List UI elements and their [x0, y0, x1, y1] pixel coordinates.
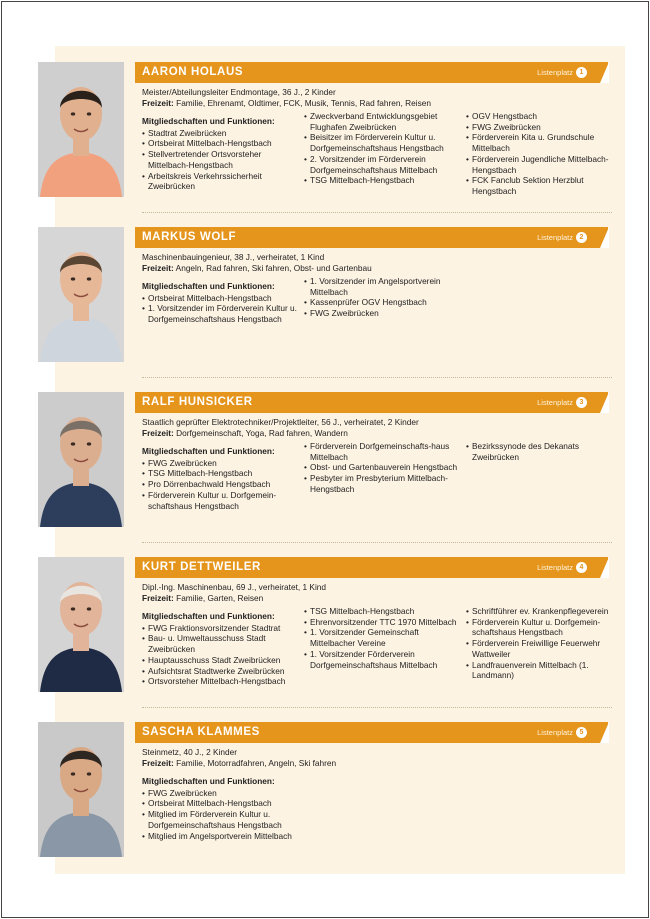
list-position-number: 3	[576, 397, 587, 408]
memberships-list	[142, 458, 300, 512]
membership-item: • Beisitzer im Förderverein Kultur u. Dorfgemeinschaftshaus Hengstbach	[304, 132, 462, 153]
membership-item: • TSG Mittelbach-Hengstbach	[304, 175, 462, 186]
membership-item: • Stadtrat Zweibrücken	[142, 128, 300, 139]
name-banner	[135, 557, 608, 578]
membership-item: • Bau- u. Umweltausschuss Stadt Zweibrücken	[142, 633, 300, 654]
membership-item: • Landfrauenverein Mittelbach (1. Landmann)	[466, 660, 616, 681]
separator-line	[142, 377, 612, 378]
list-position	[537, 562, 587, 573]
candidate-entry	[0, 722, 650, 872]
membership-item: • TSG Mittelbach-Hengstbach	[304, 606, 462, 617]
separator-line	[142, 542, 612, 543]
freizeit-line	[142, 593, 612, 604]
membership-item: • Kassenprüfer OGV Hengstbach	[304, 297, 462, 308]
occupation-text: Maschinenbauingenieur, 38 J., verheiratet, 1 Kind	[142, 252, 325, 262]
occupation-text: Meister/Abteilungsleiter Endmontage, 36 J., 2 Kinder	[142, 87, 336, 97]
membership-item: • 1. Vorsitzender Förderverein Dorfgemeinschaftshaus Mittelbach	[304, 649, 462, 670]
memberships-column	[466, 606, 616, 681]
memberships-heading: Mitgliedschaften und Funktionen:	[142, 611, 275, 621]
candidate-info	[142, 87, 612, 108]
membership-item: • FWG Zweibrücken	[304, 308, 462, 319]
membership-item: • Obst- und Gartenbauverein Hengstbach	[304, 462, 462, 473]
freizeit-label: Freizeit:	[142, 262, 174, 273]
membership-item: • FWG Zweibrücken	[466, 122, 616, 133]
membership-item: • FWG Zweibrücken	[142, 458, 300, 469]
candidate-photo	[38, 62, 124, 197]
memberships-list	[304, 276, 462, 319]
membership-item: • Mitglied im Angelsportverein Mittelbach	[142, 831, 300, 842]
list-position-number: 5	[576, 727, 587, 738]
memberships-column	[142, 446, 300, 511]
membership-item: • Förderverein Dorfgemeinschafts-haus Mittelbach	[304, 441, 462, 462]
candidate-info	[142, 417, 612, 438]
membership-item: • Aufsichtsrat Stadtwerke Zweibrücken	[142, 666, 300, 677]
candidate-entry	[0, 227, 650, 377]
name-banner	[135, 227, 608, 248]
memberships-heading: Mitgliedschaften und Funktionen:	[142, 116, 275, 126]
candidate-photo	[38, 227, 124, 362]
memberships-column	[304, 441, 462, 495]
candidate-photo	[38, 392, 124, 527]
name-banner	[135, 392, 608, 413]
freizeit-line	[142, 428, 612, 439]
memberships-list	[142, 293, 300, 325]
membership-item: • OGV Hengstbach	[466, 111, 616, 122]
memberships-column	[466, 111, 616, 197]
freizeit-text: Familie, Motorradfahren, Angeln, Ski fahren	[176, 757, 337, 768]
membership-item: • Stellvertretender Ortsvorsteher Mittelbach-Hengstbach	[142, 149, 300, 170]
memberships-heading: Mitgliedschaften und Funktionen:	[142, 446, 275, 456]
freizeit-line	[142, 98, 612, 109]
occupation-text: Staatlich geprüfter Elektrotechniker/Projektleiter, 56 J., verheiratet, 2 Kinder	[142, 417, 419, 427]
freizeit-label: Freizeit:	[142, 592, 174, 603]
candidate-photo	[38, 557, 124, 692]
candidate-entry	[0, 557, 650, 707]
memberships-list	[466, 441, 616, 462]
memberships-column	[142, 611, 300, 687]
list-position-label: Listenplatz	[537, 728, 573, 737]
list-position	[537, 232, 587, 243]
name-banner	[135, 722, 608, 743]
membership-item: • Bezirkssynode des Dekanats Zweibrücken	[466, 441, 616, 462]
memberships-column	[304, 111, 462, 186]
memberships-list	[466, 606, 616, 681]
memberships-list	[304, 606, 462, 670]
memberships-list	[142, 128, 300, 192]
candidate-name: SASCHA KLAMMES	[142, 726, 260, 738]
freizeit-label: Freizeit:	[142, 757, 174, 768]
freizeit-text: Angeln, Rad fahren, Ski fahren, Obst- und Gartenbau	[175, 262, 372, 273]
list-position-label: Listenplatz	[537, 68, 573, 77]
freizeit-label: Freizeit:	[142, 427, 174, 438]
freizeit-text: Familie, Ehrenamt, Oldtimer, FCK, Musik, Tennis, Rad fahren, Reisen	[176, 97, 431, 108]
candidate-entry	[0, 392, 650, 542]
memberships-list	[304, 111, 462, 186]
freizeit-text: Familie, Garten, Reisen	[176, 592, 264, 603]
membership-item: • TSG Mittelbach-Hengstbach	[142, 468, 300, 479]
membership-item: • Ortsvorsteher Mittelbach-Hengstbach	[142, 676, 300, 687]
membership-item: • FWG Zweibrücken	[142, 788, 300, 799]
memberships-column	[142, 281, 300, 325]
separator-line	[142, 707, 612, 708]
membership-item: • 1. Vorsitzender Gemeinschaft Mittelbacher Vereine	[304, 627, 462, 648]
list-position-number: 2	[576, 232, 587, 243]
occupation-text: Steinmetz, 40 J., 2 Kinder	[142, 747, 238, 757]
list-position	[537, 397, 587, 408]
memberships-column	[466, 441, 616, 462]
candidate-name: RALF HUNSICKER	[142, 396, 253, 408]
membership-item: • Förderverein Kultur u. Dorfgemein-schaftshaus Hengstbach	[466, 617, 616, 638]
list-position-label: Listenplatz	[537, 233, 573, 242]
freizeit-label: Freizeit:	[142, 97, 174, 108]
memberships-list	[466, 111, 616, 197]
freizeit-line	[142, 263, 612, 274]
candidate-name: AARON HOLAUS	[142, 66, 244, 78]
memberships-column	[304, 606, 462, 670]
freizeit-line	[142, 758, 612, 769]
memberships-heading: Mitgliedschaften und Funktionen:	[142, 281, 275, 291]
candidate-photo	[38, 722, 124, 857]
list-position-label: Listenplatz	[537, 563, 573, 572]
occupation-text: Dipl.-Ing. Maschinenbau, 69 J., verheiratet, 1 Kind	[142, 582, 327, 592]
memberships-heading: Mitgliedschaften und Funktionen:	[142, 776, 275, 786]
membership-item: • Förderverein Kita u. Grundschule Mittelbach	[466, 132, 616, 153]
candidate-name: KURT DETTWEILER	[142, 561, 261, 573]
candidate-name: MARKUS WOLF	[142, 231, 237, 243]
membership-item: • Förderverein Kultur u. Dorfgemein-schaftshaus Hengstbach	[142, 490, 300, 511]
membership-item: • Hauptausschuss Stadt Zweibrücken	[142, 655, 300, 666]
candidate-info	[142, 747, 612, 768]
membership-item: • Schriftführer ev. Krankenpflegeverein	[466, 606, 616, 617]
candidate-info	[142, 252, 612, 273]
memberships-column	[304, 276, 462, 319]
membership-item: • Ortsbeirat Mittelbach-Hengstbach	[142, 798, 300, 809]
membership-item: • Arbeitskreis Verkehrssicherheit Zweibrücken	[142, 171, 300, 192]
membership-item: • Ehrenvorsitzender TTC 1970 Mittelbach	[304, 617, 462, 628]
candidate-entry	[0, 62, 650, 212]
list-position	[537, 727, 587, 738]
candidate-info	[142, 582, 612, 603]
membership-item: • Ortsbeirat Mittelbach-Hengstbach	[142, 293, 300, 304]
list-position-number: 1	[576, 67, 587, 78]
membership-item: • FWG Fraktionsvorsitzender Stadtrat	[142, 623, 300, 634]
membership-item: • Förderverein Freiwillige Feuerwehr Wattweiler	[466, 638, 616, 659]
membership-item: • FCK Fanclub Sektion Herzblut Hengstbach	[466, 175, 616, 196]
name-banner	[135, 62, 608, 83]
membership-item: • 2. Vorsitzender im Förderverein Dorfgemeinschaftshaus Mittelbach	[304, 154, 462, 175]
memberships-list	[142, 788, 300, 842]
membership-item: • Pro Dörrenbachwald Hengstbach	[142, 479, 300, 490]
membership-item: • Pesbyter im Presbyterium Mittelbach-Hengstbach	[304, 473, 462, 494]
memberships-list	[304, 441, 462, 495]
freizeit-text: Dorfgemeinschaft, Yoga, Rad fahren, Wandern	[176, 427, 348, 438]
membership-item: • Zweckverband Entwicklungsgebiet Flughafen Zweibrücken	[304, 111, 462, 132]
membership-item: • Förderverein Jugendliche Mittelbach-Hengstbach	[466, 154, 616, 175]
memberships-column	[142, 116, 300, 192]
membership-item: • 1. Vorsitzender im Förderverein Kultur u. Dorfgemeinschaftshaus Hengstbach	[142, 303, 300, 324]
membership-item: • 1. Vorsitzender im Angelsportverein Mittelbach	[304, 276, 462, 297]
memberships-column	[142, 776, 300, 841]
list-position	[537, 67, 587, 78]
membership-item: • Mitglied im Förderverein Kultur u. Dorfgemeinschaftshaus Hengstbach	[142, 809, 300, 830]
list-position-number: 4	[576, 562, 587, 573]
memberships-list	[142, 623, 300, 687]
list-position-label: Listenplatz	[537, 398, 573, 407]
separator-line	[142, 212, 612, 213]
membership-item: • Ortsbeirat Mittelbach-Hengstbach	[142, 138, 300, 149]
